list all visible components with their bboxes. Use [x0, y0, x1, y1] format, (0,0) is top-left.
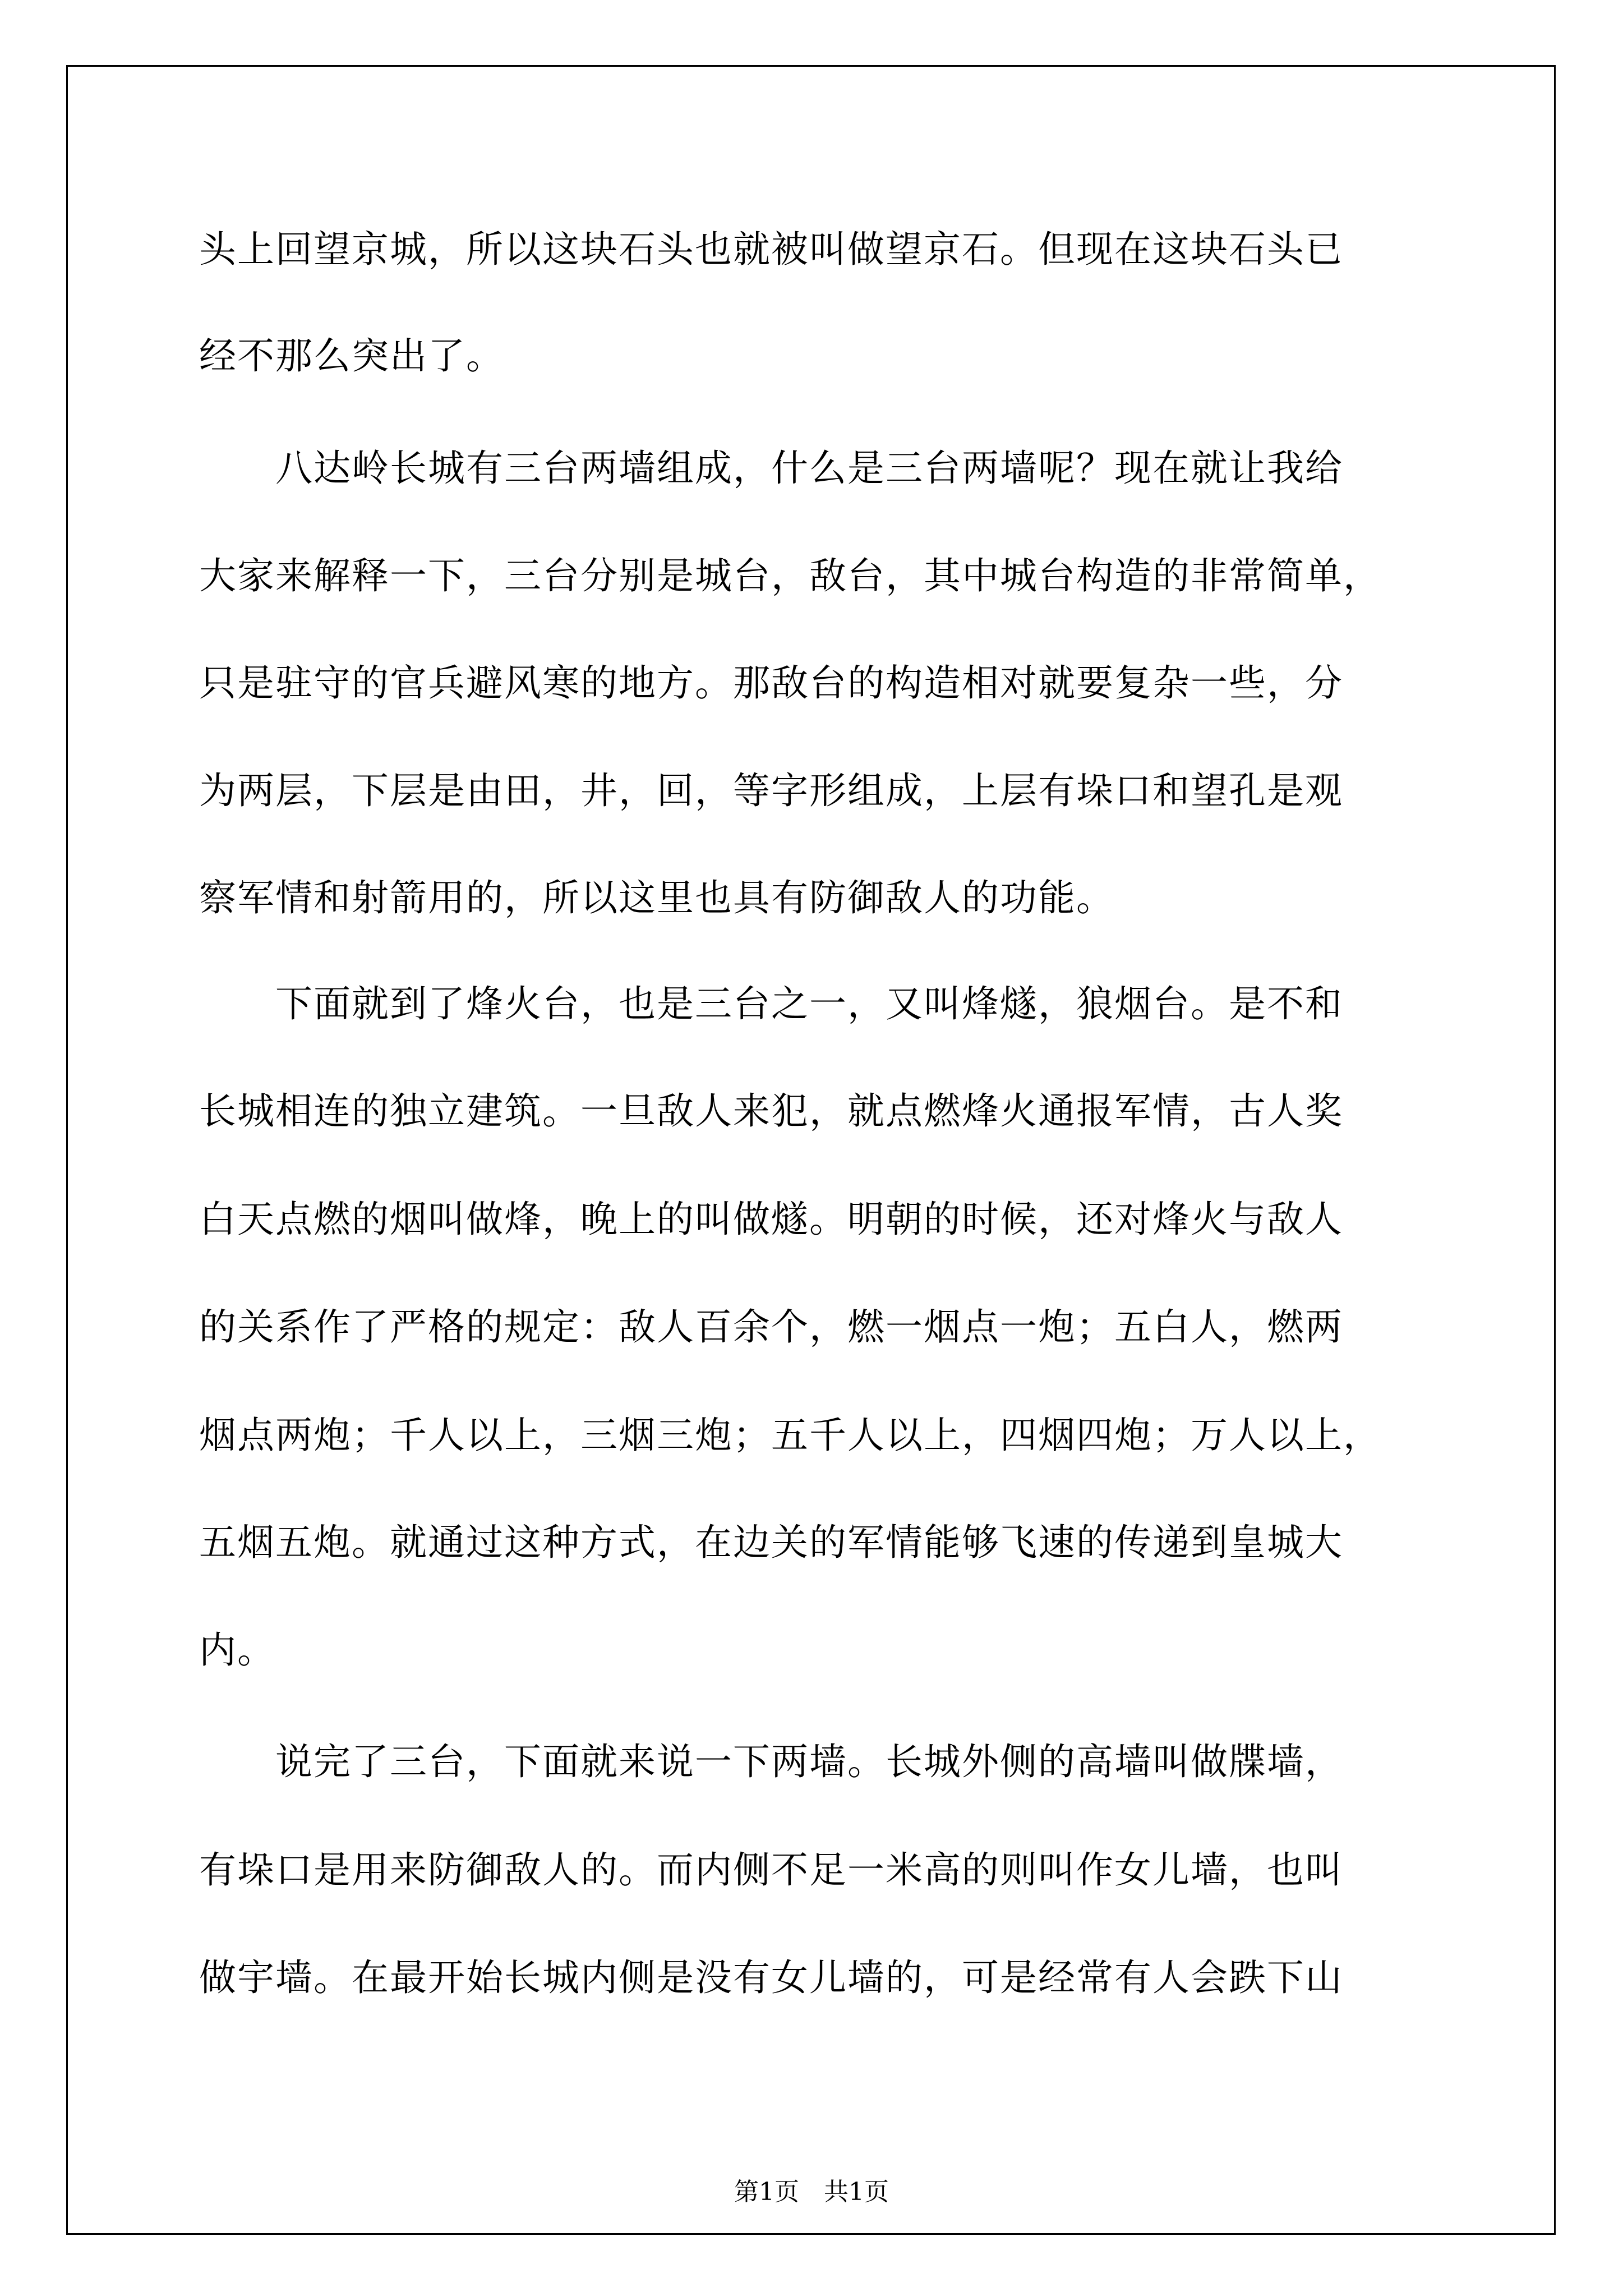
text-line: 经不那么突出了。: [199, 334, 504, 378]
text-line: 烟点两炮；千人以上，三烟三炮；五千人以上，四烟四炮；万人以上，: [199, 1414, 1381, 1457]
text-line: 只是驻守的官兵避风寒的地方。那敌台的构造相对就要复杂一些，分: [199, 661, 1343, 705]
text-line: 五烟五炮。就通过这种方式，在边关的军情能够飞速的传递到皇城大: [199, 1521, 1343, 1564]
text-line: 头上回望京城，所以这块石头也就被叫做望京石。但现在这块石头已: [199, 228, 1343, 271]
text-line: 察军情和射箭用的，所以这里也具有防御敌人的功能。: [199, 876, 1114, 919]
text-line: 做宇墙。在最开始长城内侧是没有女儿墙的，可是经常有人会跌下山: [199, 1956, 1343, 1999]
text-line: 说完了三台，下面就来说一下两墙。长城外侧的高墙叫做牒墙，: [199, 1740, 1343, 1783]
text-line: 大家来解释一下，三台分别是城台，敌台，其中城台构造的非常简单，: [199, 554, 1381, 597]
text-line: 八达岭长城有三台两墙组成，什么是三台两墙呢？现在就让我给: [199, 447, 1343, 490]
text-line: 内。: [199, 1628, 275, 1672]
text-line: 的关系作了严格的规定：敌人百余个，燃一烟点一炮；五白人，燃两: [199, 1305, 1343, 1349]
text-line: 为两层，下层是由田，井，回，等字形组成，上层有垛口和望孔是观: [199, 769, 1343, 812]
page-border: [66, 65, 1556, 2235]
text-line: 有垛口是用来防御敌人的。而内侧不足一米高的则叫作女儿墙，也叫: [199, 1848, 1343, 1892]
text-line: 白天点燃的烟叫做烽，晚上的叫做燧。明朝的时候，还对烽火与敌人: [199, 1198, 1343, 1241]
text-line: 下面就到了烽火台，也是三台之一，又叫烽燧，狼烟台。是不和: [199, 982, 1343, 1025]
text-line: 长城相连的独立建筑。一旦敌人来犯，就点燃烽火通报军情，古人奖: [199, 1089, 1343, 1133]
page-number-footer: 第1页 共1页: [734, 2178, 889, 2206]
